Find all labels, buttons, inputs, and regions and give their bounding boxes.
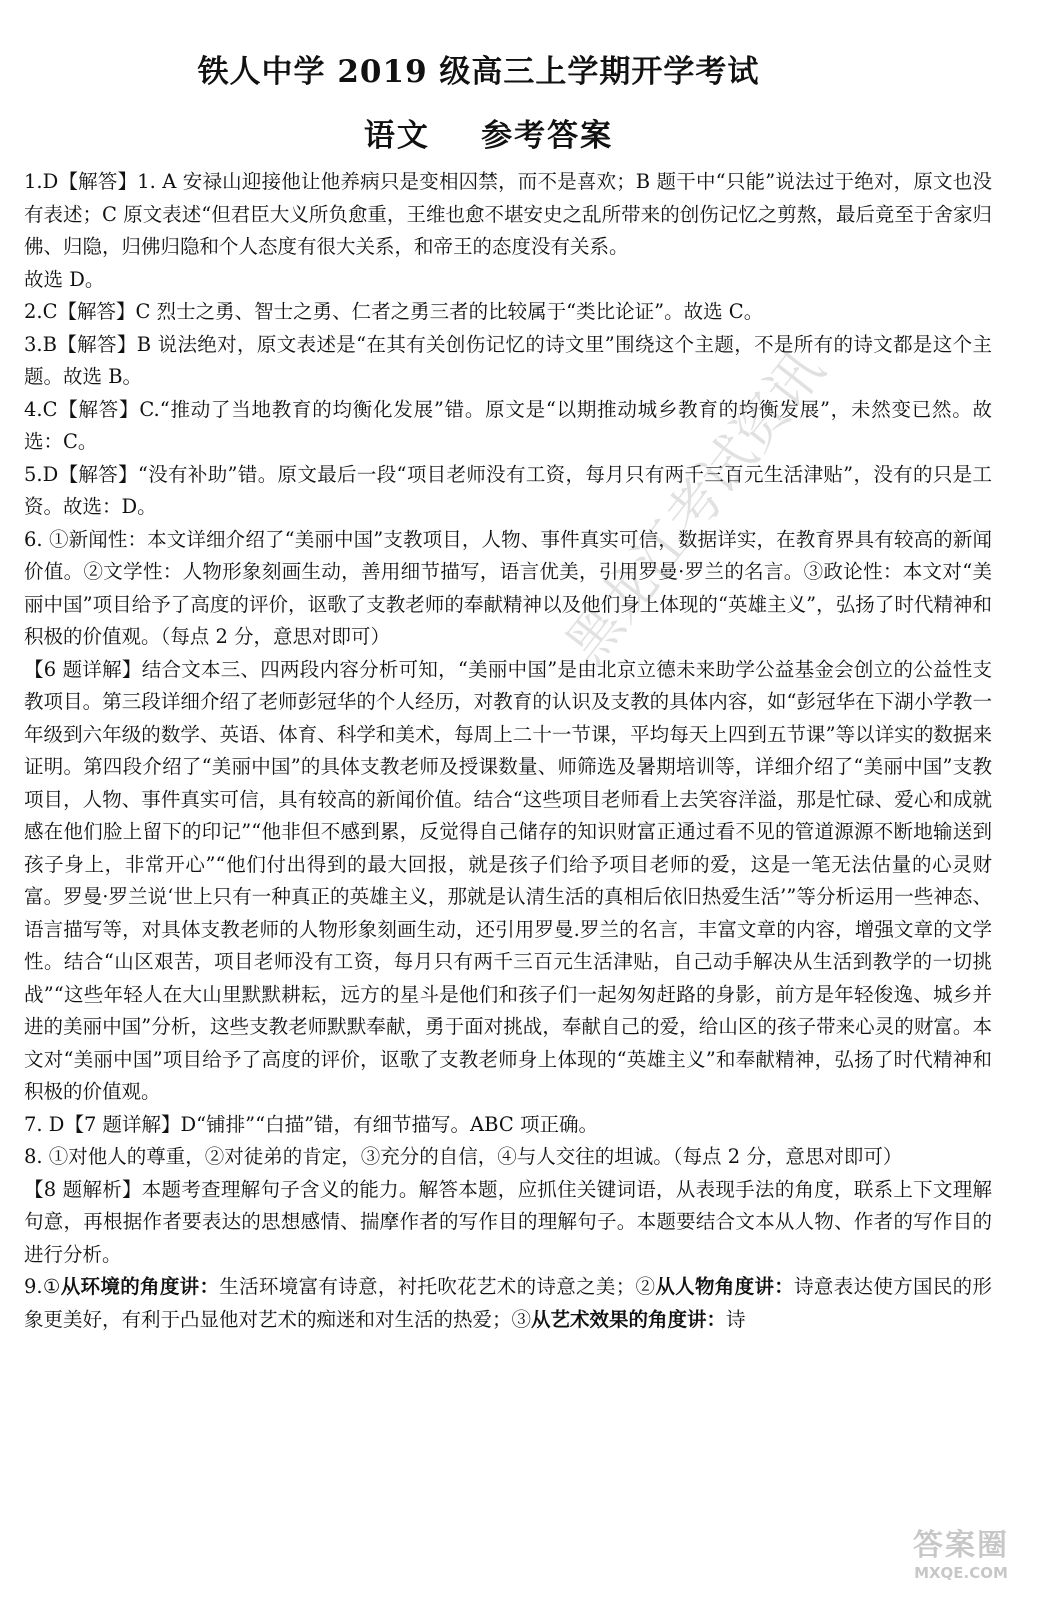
answer-9 [24, 1271, 992, 1336]
answer-9-env-text: 生活环境富有诗意，衬托吹花艺术的诗意之美；② [219, 1275, 656, 1298]
answer-6: 6. ①新闻性：本文详细介绍了“美丽中国”支教项目，人物、事件真实可信，数据详实，在教育界具有较高的新闻价值。②文学性：人物形象刻画生动，善用细节描写，语言优美，引用罗曼·罗兰的名言。③政论性：本文对“美丽中国”项目给予了高度的评价，讴歌了支教老师的奉献精神以及他们身上体现的“英雄主义”，弘扬了时代精神和积极的价值观。（每点 2 分，意思对即可） [24, 527, 992, 648]
answer-3: 3.B【解答】B 说法绝对，原文表述是“在其有关创伤记忆的诗文里”围绕这个主题，不是所有的诗文都是这个主题。故选 B。 [24, 332, 992, 388]
answer-9-art-text: 诗 [726, 1307, 746, 1331]
page-title: 铁人中学 2019 级高三上学期开学考试 [197, 54, 760, 90]
answer-1: 1.D【解答】1. A 安禄山迎接他让他养病只是变相囚禁，而不是喜欢；B 题干中“只能”说法过于绝对，原文也没有表述；C 原文表述“但君臣大义所负愈重，王维也愈不堪安史之乱所带来的创伤记忆之剪熬，最后竟至于舍家归佛、归隐，归佛归隐和个人态度有很大关系，和帝王的态度没有关系。 [24, 170, 992, 258]
answer-6-explanation: 【6 题详解】结合文本三、四两段内容分析可知，“美丽中国”是由北京立德未来助学公益基金会创立的公益性支教项目。第三段详细介绍了老师彭冠华的个人经历，对教育的认识及支教的具体内容，如“彭冠华在下湖小学教一年级到六年级的数学、英语、体育、科学和美术，每周上二十一节课，平均每天上四到五节课”等以详实的数据来证明。第四段介绍了“美丽中国”的具体支教老师及授课数量、师筛选及暑期培训等，详细介绍了“美丽中国”支教项目，人物、事件真实可信，具有较高的新闻价值。结合“这些项目老师看上去笑容洋溢，那是忙碌、爱心和成就感在他们脸上留下的印记”“他非但不感到累，反觉得自己储存的知识财富正通过看不见的管道源源不断地输送到孩子身上，非常开心”“他们付出得到的最大回报，就是孩子们给予项目老师的爱，这是一笔无法估量的心灵财富。罗曼·罗兰说‘世上只有一种真正的英雄主义，那就是认清生活的真相后依旧热爱生活’”等分析运用一些神态、语言描写等，对具体支教老师的人物形象刻画生动，还引用罗曼.罗兰的名言，丰富文章的内容，增强文章的文学性。结合“山区艰苦，项目老师没有工资，每月只有两千三百元生活津贴，自己动手解决从生活到教学的一切挑战”“这些年轻人在大山里默默耕耘，远方的星斗是他们和孩子们一起匆匆赶路的身影，前方是年轻俊逸、城乡并进的美丽中国”分析，这些支教老师默默奉献，勇于面对挑战，奉献自己的爱，给山区的孩子带来心灵的财富。本文对“美丽中国”项目给予了高度的评价，讴歌了支教老师身上体现的“英雄主义”和奉献精神，弘扬了时代精神和积极的价值观。 [24, 657, 992, 1103]
answer-2: 2.C【解答】C 烈士之勇、智士之勇、仁者之勇三者的比较属于“类比论证”。故选 C。 [24, 300, 764, 323]
site-logo [901, 1520, 1021, 1592]
answer-1-conclusion: 故选 D。 [24, 267, 105, 291]
answer-9-char-text: 诗意表达使方国民的形象更美好，有利于凸显他对艺术的痴迷和对生活的热爱；③ [24, 1275, 992, 1331]
answer-9-prefix: 9.① [24, 1275, 61, 1298]
answer-9-env-label: 从环境的角度讲： [60, 1275, 220, 1298]
answer-body [24, 166, 992, 1336]
site-logo-url: MXQE.COM [914, 1564, 1008, 1582]
answer-4: 4.C【解答】C.“推动了当地教育的均衡化发展”错。原文是“以期推动城乡教育的均衡发展”，未然变已然。故选：C。 [24, 397, 992, 453]
answer-5: 5.D【解答】“没有补助”错。原文最后一段“项目老师没有工资，每月只有两千三百元生活津贴”，没有的只是工资。故选：D。 [24, 462, 992, 518]
answer-8-explanation: 【8 题解析】本题考查理解句子含义的能力。解答本题，应抓住关键词语，从表现手法的角度，联系上下文理解句意，再根据作者要表达的思想感情、揣摩作者的写作目的理解句子。本题要结合文本从人物、作者的写作目的进行分析。 [24, 1177, 992, 1266]
answer-8: 8. ①对他人的尊重，②对徒弟的肯定，③充分的自信，④与人交往的坦诚。（每点 2 分，意思对即可） [24, 1145, 903, 1168]
answer-9-art-label: 从艺术效果的角度讲： [531, 1307, 727, 1331]
page-subtitle: 语文 参考答案 [363, 118, 614, 154]
site-logo-mark: 答案圈 [913, 1528, 1009, 1563]
answer-9-char-label: 从人物角度讲： [655, 1275, 795, 1298]
watermark: 黑龙江考试资讯 [553, 338, 837, 676]
answer-7: 7. D【7 题详解】D“铺排”“白描”错，有细节描写。ABC 项正确。 [24, 1112, 598, 1136]
